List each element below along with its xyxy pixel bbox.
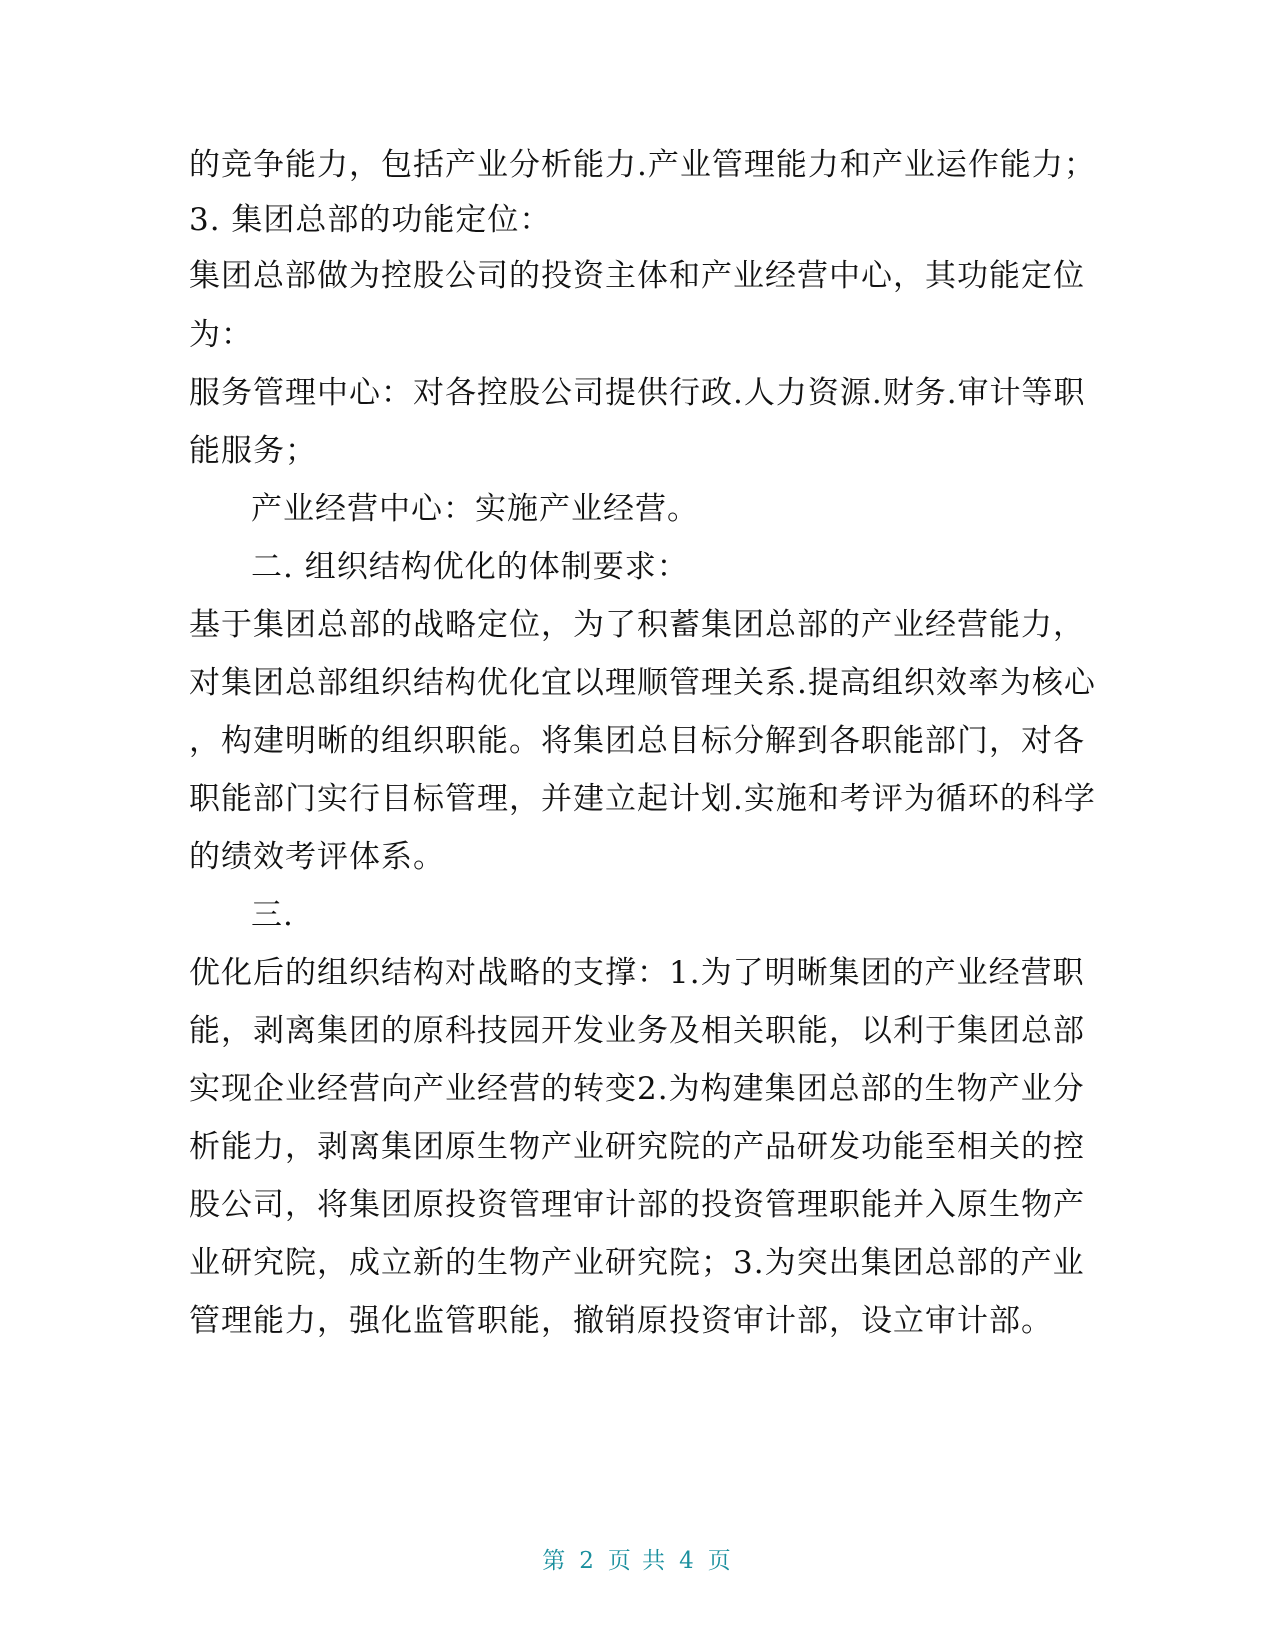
text-line: 基于集团总部的战略定位，为了积蓄集团总部的产业经营能力， (189, 607, 1085, 643)
text-line: 析能力，剥离集团原生物产业研究院的产品研发功能至相关的控 (189, 1129, 1085, 1165)
footer-suffix: 页 (707, 1548, 733, 1574)
text-line: 职能部门实行目标管理，并建立起计划.实施和考评为循环的科学 (189, 781, 1096, 817)
page-footer (0, 1542, 1275, 1575)
text-line: 优化后的组织结构对战略的支撑：1.为了明晰集团的产业经营职 (189, 955, 1085, 991)
text-line: 的绩效考评体系。 (189, 839, 445, 875)
section-heading: 二. 组织结构优化的体制要求： (251, 549, 689, 585)
text-line: 业研究院，成立新的生物产业研究院；3.为突出集团总部的产业 (189, 1245, 1085, 1281)
text-line: ，构建明晰的组织职能。将集团总目标分解到各职能部门，对各 (189, 723, 1085, 759)
text-line: 对集团总部组织结构优化宜以理顺管理关系.提高组织效率为核心 (189, 665, 1096, 701)
text-line: 实现企业经营向产业经营的转变2.为构建集团总部的生物产业分 (189, 1071, 1085, 1107)
section-heading: 3. 集团总部的功能定位： (189, 202, 552, 238)
text-line: 为： (189, 317, 253, 353)
footer-prefix: 第 (542, 1548, 568, 1574)
text-line: 能，剥离集团的原科技园开发业务及相关职能，以利于集团总部 (189, 1013, 1085, 1049)
text-line: 的竞争能力，包括产业分析能力.产业管理能力和产业运作能力； (189, 147, 1096, 183)
text-line: 集团总部做为控股公司的投资主体和产业经营中心，其功能定位 (189, 258, 1085, 294)
text-line: 产业经营中心：实施产业经营。 (251, 491, 699, 527)
total-pages-number: 4 (679, 1548, 696, 1574)
footer-middle: 页 共 (607, 1548, 668, 1574)
text-line: 服务管理中心：对各控股公司提供行政.人力资源.财务.审计等职 (189, 375, 1086, 411)
text-line: 能服务； (189, 433, 317, 469)
text-line: 管理能力，强化监管职能，撤销原投资审计部，设立审计部。 (189, 1303, 1053, 1339)
section-heading: 三. (251, 897, 294, 933)
text-line: 股公司，将集团原投资管理审计部的投资管理职能并入原生物产 (189, 1187, 1085, 1223)
current-page-number: 2 (579, 1548, 596, 1574)
